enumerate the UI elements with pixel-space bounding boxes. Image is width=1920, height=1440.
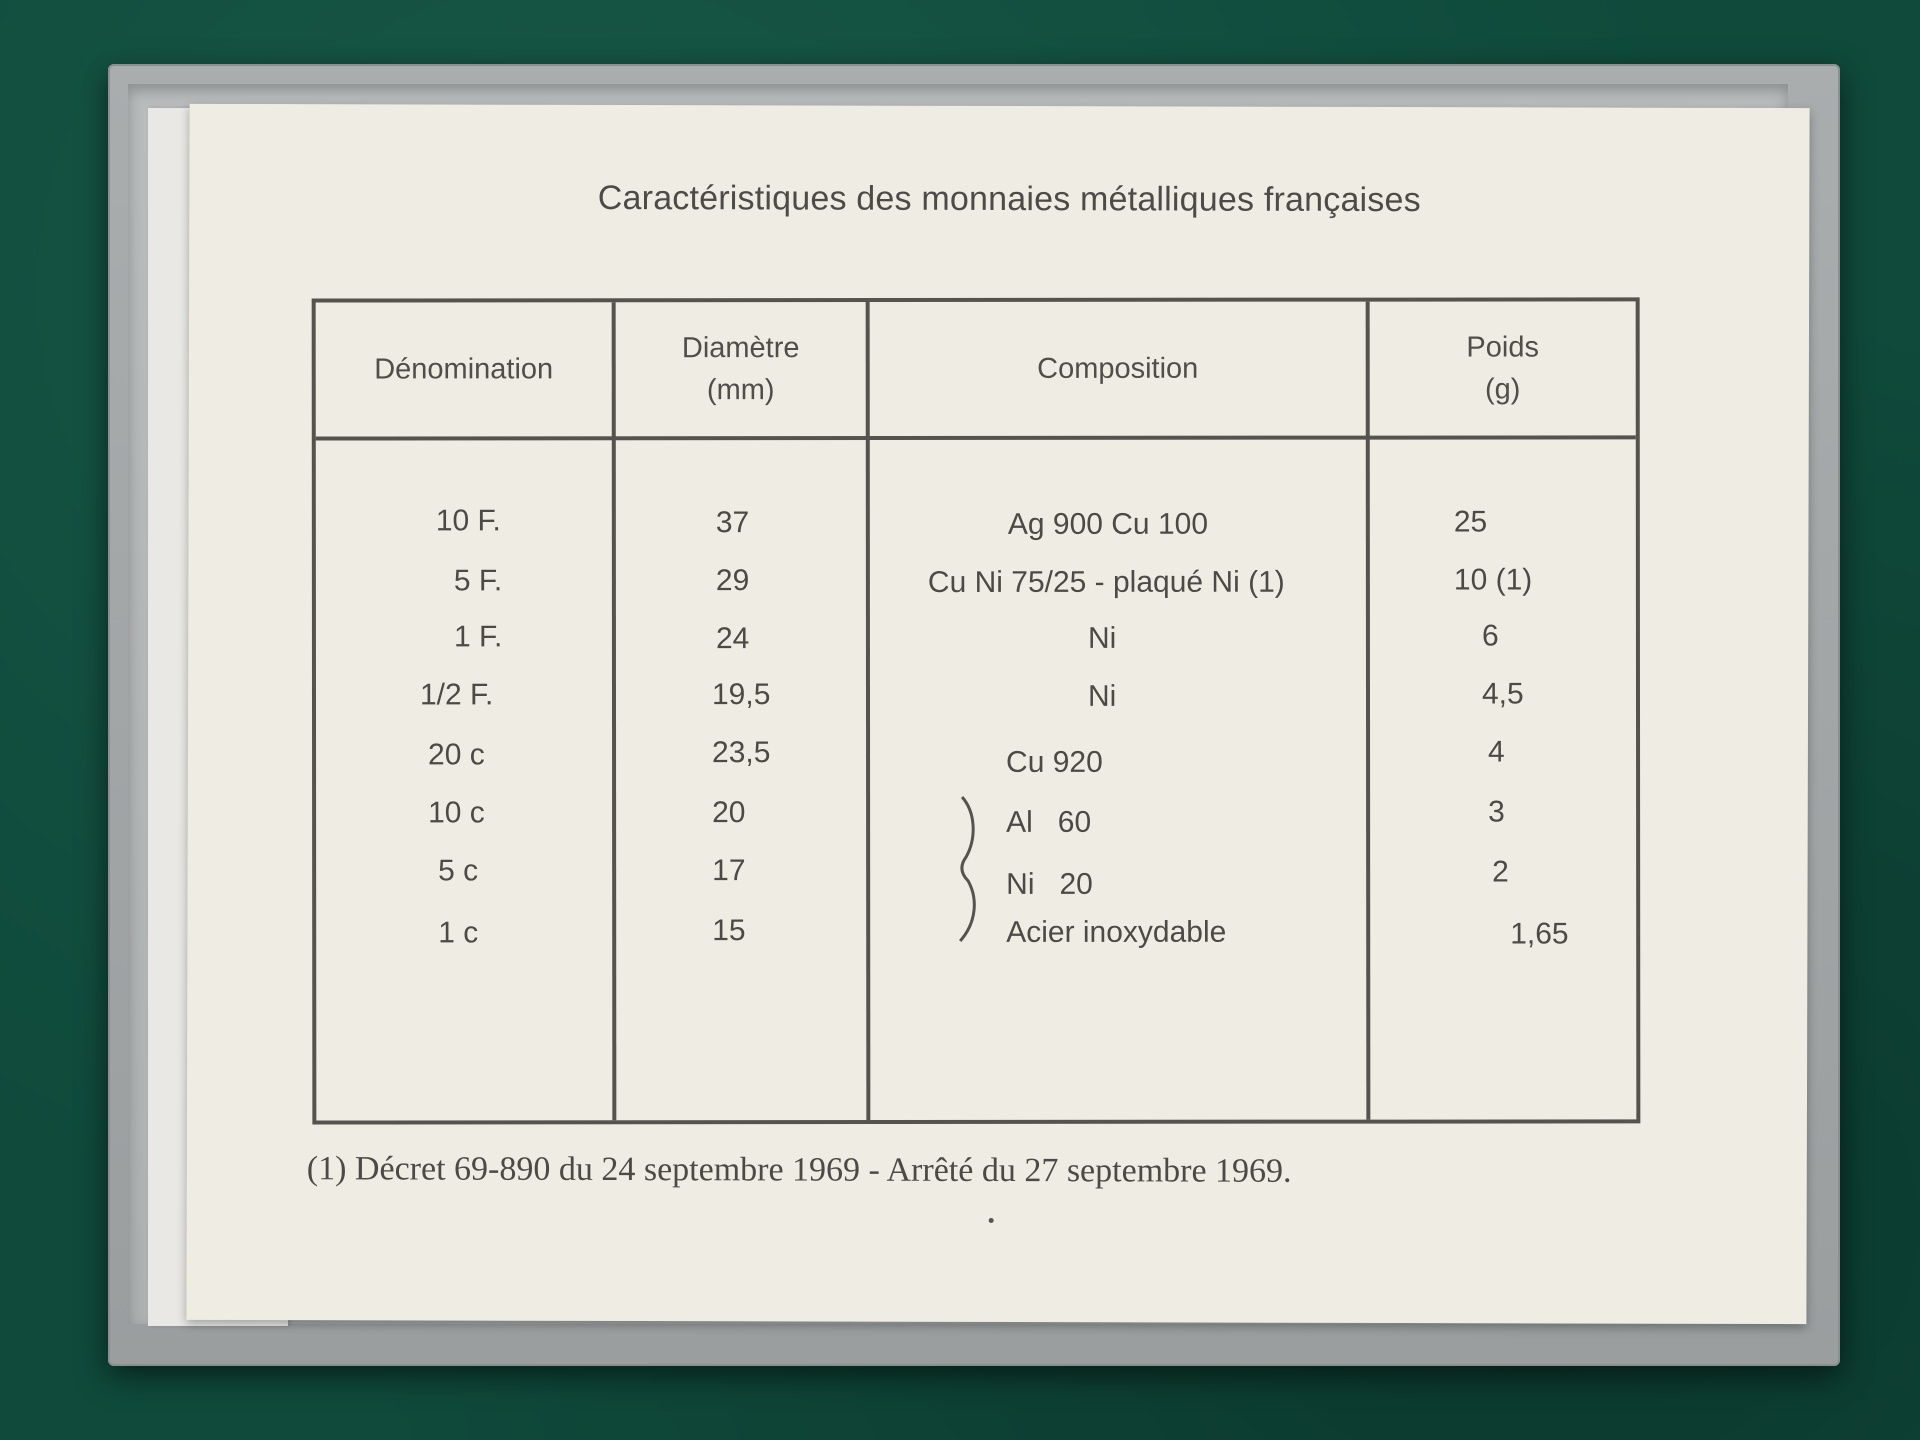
header-composition-label: Composition — [1037, 352, 1199, 385]
header-diametre — [616, 302, 866, 436]
row-7-diametre: 17 — [712, 854, 746, 888]
card-title: Caractéristiques des monnaies métalliques françaises — [597, 178, 1421, 220]
row-4-denomination: 1/2 F. — [419, 678, 494, 712]
row-1-denomination: 10 F. — [435, 504, 501, 538]
footnote: (1) Décret 69-890 du 24 septembre 1969 - Arrêté du 27 septembre 1969. — [306, 1150, 1292, 1190]
row-8-poids: 1,65 — [1510, 917, 1569, 951]
row-4-poids: 4,5 — [1481, 677, 1524, 711]
row-5-denomination: 20 c — [428, 738, 485, 772]
row-3-denomination: 1 F. — [453, 620, 503, 654]
row-1-diametre: 37 — [715, 506, 750, 540]
row-2-composition: Cu Ni 75/25 - plaqué Ni (1) — [927, 565, 1285, 599]
information-card — [186, 104, 1809, 1324]
row-4-composition: Ni — [1087, 679, 1117, 713]
header-diametre-unit: (mm) — [706, 374, 775, 407]
header-poids-unit: (g) — [1484, 373, 1521, 406]
row-2-diametre: 29 — [715, 564, 750, 598]
row-5-composition: Cu 920 — [1006, 745, 1103, 779]
row-2-poids: 10 (1) — [1453, 563, 1533, 597]
row-7-poids: 2 — [1492, 855, 1509, 889]
row-8-denomination: 1 c — [438, 916, 479, 950]
header-poids-label: Poids — [1466, 331, 1539, 364]
row-8-diametre: 15 — [712, 914, 746, 948]
row-5-diametre: 23,5 — [712, 736, 771, 770]
row-1-composition: Ag 900 Cu 100 — [1007, 507, 1209, 541]
row-3-diametre: 24 — [715, 622, 750, 656]
row-2-denomination: 5 F. — [453, 564, 503, 598]
row-6-diametre: 20 — [712, 796, 746, 830]
ink-dot — [989, 1218, 994, 1223]
header-denomination — [316, 302, 612, 436]
header-diametre-label: Diamètre — [681, 332, 800, 365]
row-6-denomination: 10 c — [428, 796, 485, 830]
row-3-composition: Ni — [1087, 621, 1117, 655]
header-poids — [1370, 301, 1636, 435]
row-6-composition: Al 60 — [1006, 805, 1092, 839]
row-8-composition: Acier inoxydable — [1006, 915, 1227, 949]
row-7-denomination: 5 c — [438, 854, 479, 888]
row-4-diametre: 19,5 — [711, 678, 771, 712]
row-5-poids: 4 — [1488, 735, 1505, 769]
coin-characteristics-table — [312, 297, 1641, 1124]
row-1-poids: 25 — [1453, 505, 1488, 539]
row-3-poids: 6 — [1481, 619, 1499, 653]
header-composition — [870, 302, 1366, 436]
header-denomination-label: Dénomination — [374, 353, 554, 386]
composition-brace-icon — [956, 795, 986, 943]
row-6-poids: 3 — [1488, 795, 1505, 829]
row-7-composition: Ni 20 — [1006, 867, 1093, 901]
